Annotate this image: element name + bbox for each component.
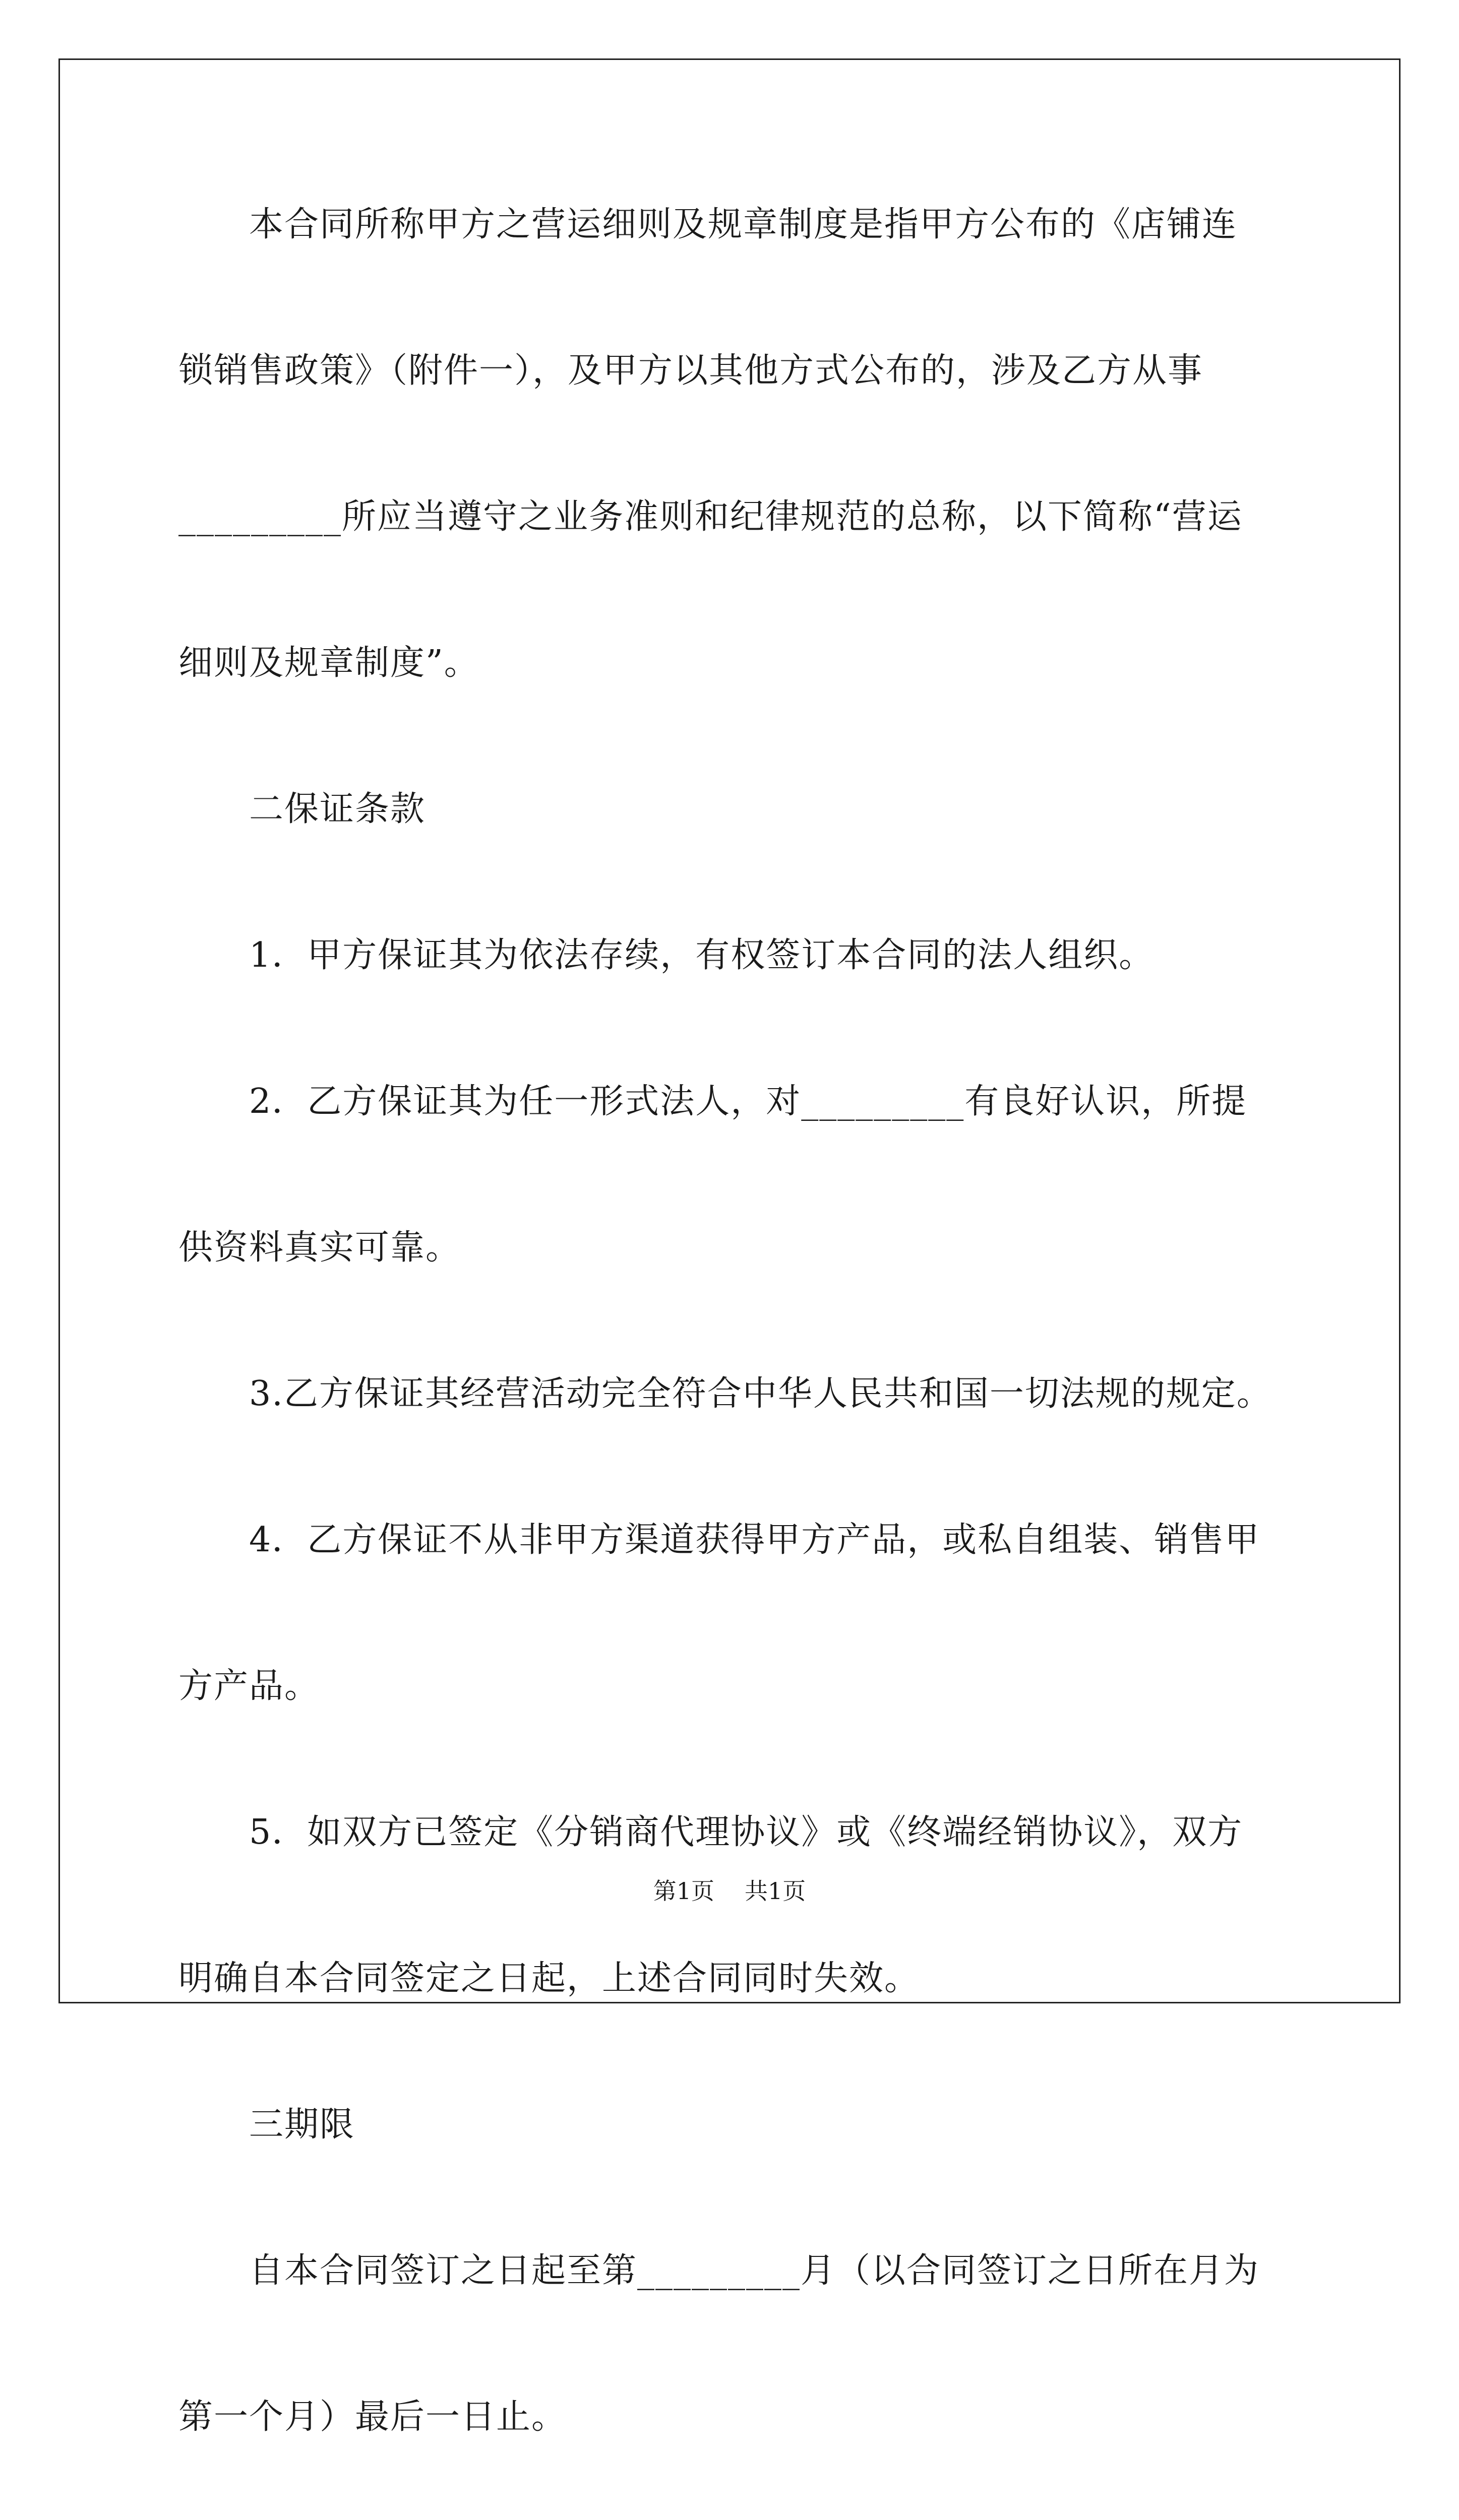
text-line: 4．乙方保证不从非甲方渠道获得甲方产品，或私自组装、销售甲 — [178, 1520, 1260, 1560]
text-line: 方产品。 — [178, 1666, 320, 1706]
text-line: 5．如双方已签定《分销商代理协议》或《终端经销协议》，双方 — [178, 1812, 1243, 1852]
text-line: 供资料真实可靠。 — [178, 1228, 461, 1268]
text-line: 细则及规章制度”。 — [178, 643, 479, 683]
text-line: 明确自本合同签定之日起，上述合同同时失效。 — [178, 1959, 920, 1998]
text-line: 本合同所称甲方之营运细则及规章制度是指甲方公布的《店铺连 — [178, 205, 1238, 244]
page-total: 共1页 — [745, 1877, 806, 1905]
document-body — [178, 200, 1278, 2520]
page-number: 第1页 — [653, 1877, 714, 1905]
text-line: 3.乙方保证其经营活动完全符合中华人民共和国一切法规的规定。 — [178, 1374, 1272, 1414]
section-heading: 二保证条款 — [178, 789, 426, 829]
page-footer — [0, 1876, 1459, 1906]
text-line: 锁销售政策》（附件一），及甲方以其他方式公布的，涉及乙方从事 — [178, 351, 1203, 391]
section-heading: 三期限 — [178, 2105, 355, 2145]
text-line: 自本合同签订之日起至第_________月（以合同签订之日所在月为 — [178, 2251, 1260, 2291]
text-line: 2．乙方保证其为任一形式法人，对_________有良好认识，所提 — [178, 1082, 1247, 1121]
text-line: 第一个月）最后一日止。 — [178, 2397, 567, 2437]
text-line: 1．甲方保证其为依法存续，有权签订本合同的法人组织。 — [178, 935, 1154, 975]
text-line: _________所应当遵守之业务准则和纪律规范的总称，以下简称“营运 — [178, 497, 1243, 537]
